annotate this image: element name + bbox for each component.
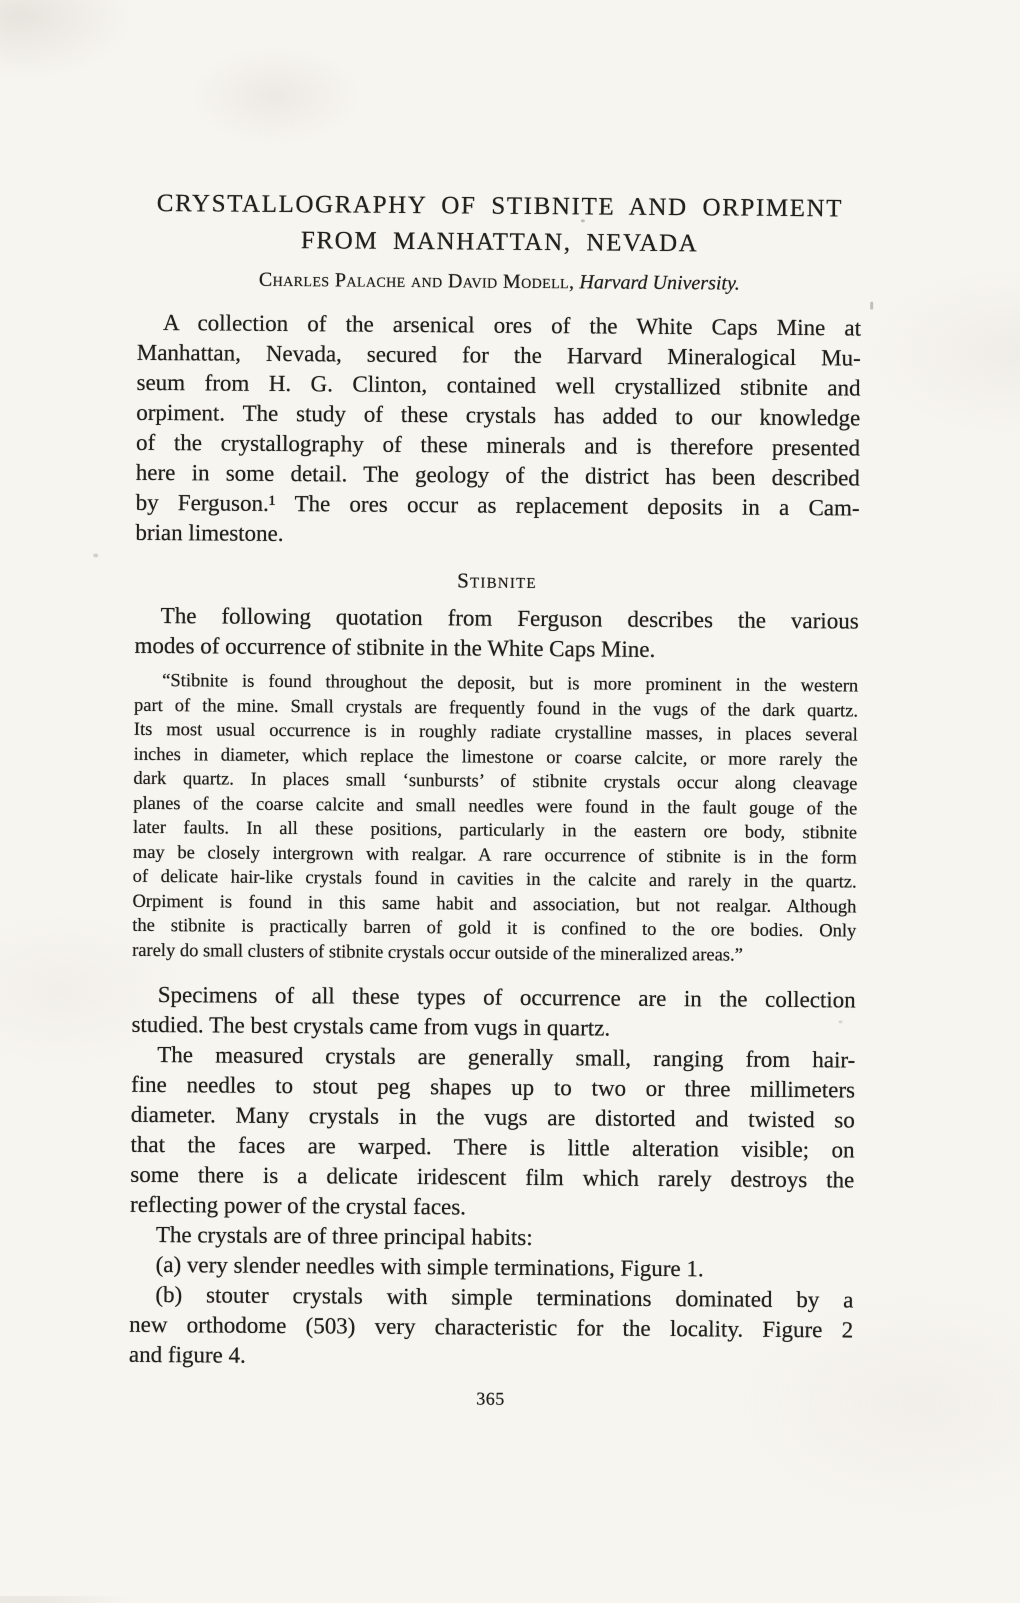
paragraph-habit-a: (a) very slender needles with simple terminations, Figure 1. — [155, 1251, 704, 1282]
text-column — [129, 186, 863, 1413]
scan-speck — [870, 302, 873, 310]
intro-paragraph: A collection of the arsenical ores of the White Caps Mine at Manhattan, Nevada, secured for the Harvard Mineralogical Mu- seum from H. G. Clinton, contained well crystallized stibnite and orpiment. The study of these crystals has added to our knowledge of the crystallography of these minerals and is therefore presented here in some detail. The geology of the district has been described by Ferguson.¹ The ores occur as replacement deposits in a Cam- brian limestone. — [135, 310, 862, 546]
author-affiliation: Harvard University. — [574, 271, 740, 295]
byline — [137, 268, 861, 297]
paragraph-habit-b: (b) stouter crystals with simple terminations dominated by a new orthodome (503) very characteristic for the locality. Figure 2 and figure 4. — [128, 1281, 854, 1368]
article-title-line2: FROM MANHATTAN, NEVADA — [300, 227, 699, 258]
scan-speck — [93, 553, 98, 557]
article-title-line1: CRYSTALLOGRAPHY OF STIBNITE AND ORPIMENT — [156, 189, 844, 223]
block-quotation: “Stibnite is found throughout the deposit, but is more prominent in the western part of the mine. Small crystals are frequently found in the vugs of the dark quartz. Its most usual occurrence is in roughly radiate crystalline masses, in places several inches in diameter, which replace the limestone or coarse calcite, or more rarely the dark quartz. In places small ‘sunbursts’ of stibnite crystals occur along cleavage planes of the coarse calcite and small needles were found in the fault gouge of the later faults. In all these positions, particularly in the eastern ore body, stibnite may be closely intergrown with realgar. A rare occurrence of stibnite is in the form of delicate hair-like crystals found in cavities in the calcite and rarely in the quartz. Orpiment is found in this same habit and association, but not realgar. Although the stibnite is practically barren of gold it is confined to the ore bodies. Only rarely do small clusters of stibnite crystals occur outside of the mineralized areas.” — [132, 671, 859, 966]
paragraph-measured-crystals: The measured crystals are generally small, ranging from hair- fine needles to stout peg shapes up to two or three millimeters diameter. Many crystals in the vugs are distorted and twisted so that the faces are warped. There is little alteration visible; on some there is a delicate iridescent film which rarely destroys the reflecting power of the crystal faces. — [130, 1042, 856, 1220]
paragraph-habits-intro: The crystals are of three principal habits: — [155, 1221, 533, 1250]
lead-paragraph: The following quotation from Ferguson describes the various modes of occurrence of stibnite in the White Caps Mine. — [134, 603, 859, 662]
author-names: Charles Palache and David Modell, — [258, 268, 575, 294]
page-number: 365 — [476, 1388, 505, 1409]
paragraph-specimens: Specimens of all these types of occurrence are in the collection studied. The best crystals came from vugs in quartz. — [131, 982, 856, 1041]
section-heading-stibnite: Stibnite — [457, 568, 537, 593]
